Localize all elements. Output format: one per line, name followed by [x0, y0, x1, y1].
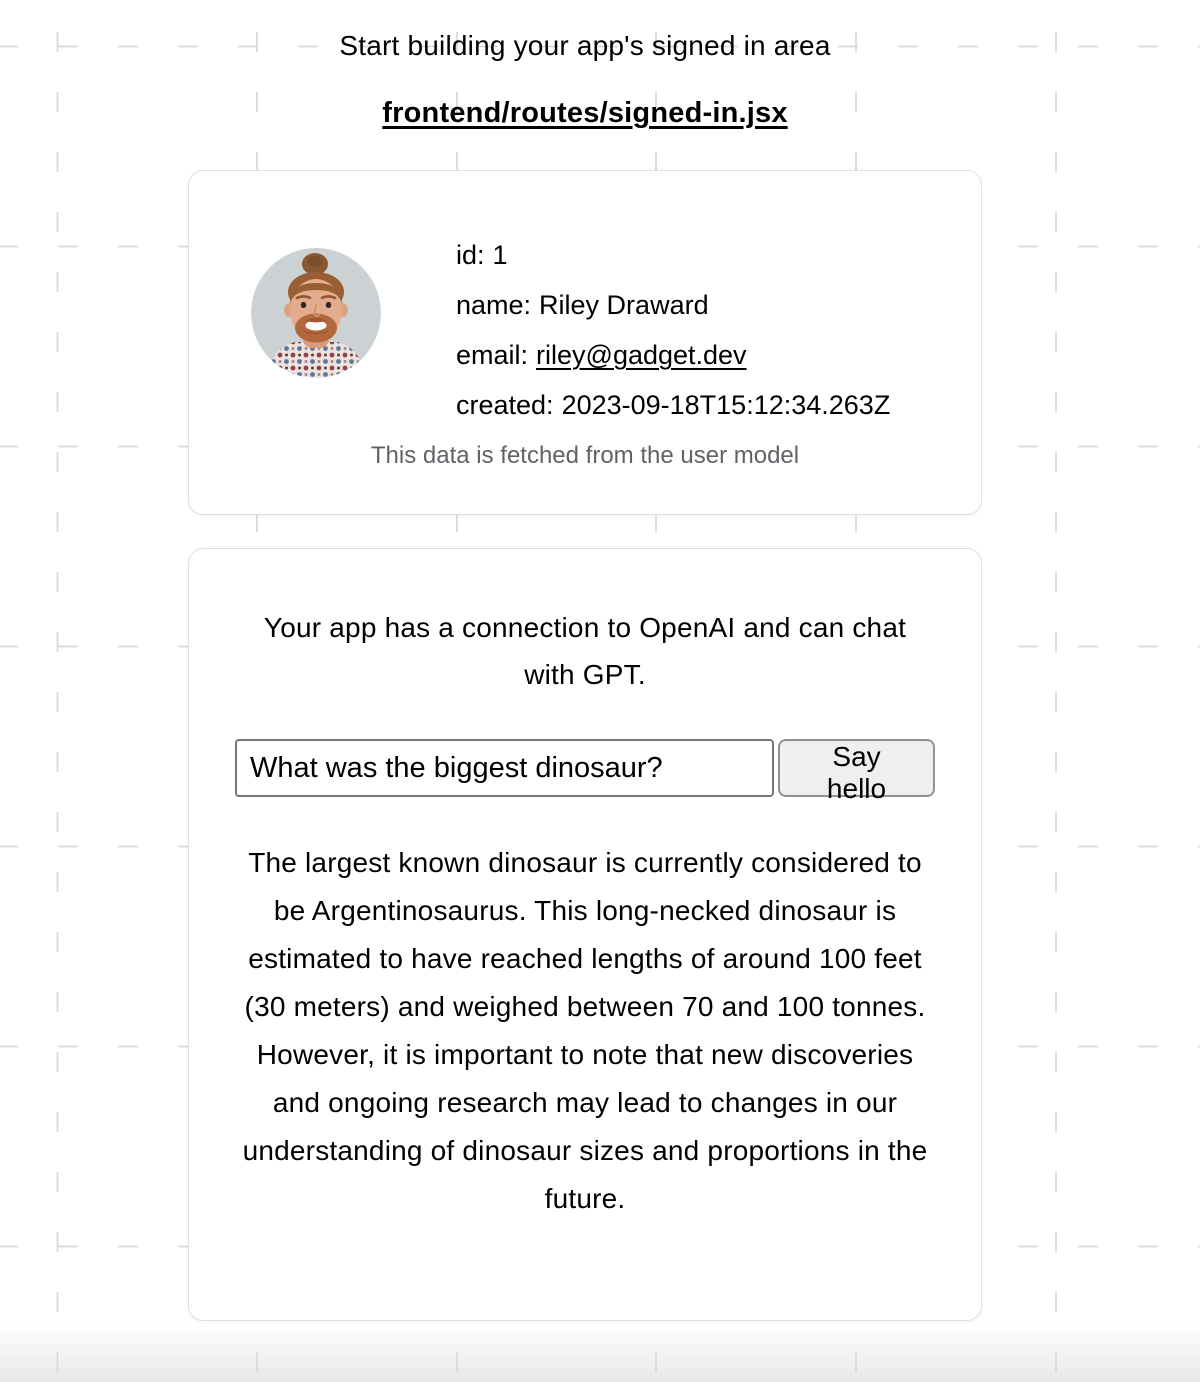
- bottom-gradient: [0, 1324, 1200, 1382]
- user-fields: [456, 230, 890, 430]
- chat-card-heading: Your app has a connection to OpenAI and can chat with GPT.: [263, 612, 907, 690]
- user-email-link[interactable]: riley@gadget.dev: [536, 340, 747, 370]
- main-content: [188, 0, 982, 1321]
- route-link-row: [188, 97, 982, 130]
- user-id-field: [456, 230, 890, 280]
- user-created-label: created:: [456, 390, 554, 420]
- user-avatar: [251, 248, 381, 378]
- user-avatar-image: [251, 248, 381, 378]
- user-email-label: email:: [456, 340, 529, 370]
- user-card: [188, 170, 982, 515]
- user-email-field: [456, 330, 890, 380]
- gpt-response-text: The largest known dinosaur is currently considered to be Argentinosaurus. This long-necked dinosaur is estimated to have reached lengths of around 100 feet (30 meters) and weighed between 70 and 100 tonnes. However, it is important to note that new discoveries and ongoing research may lead to changes in our understanding of dinosaur sizes and proportions in the future.: [242, 847, 928, 1214]
- user-card-caption: This data is fetched from the user model: [370, 442, 800, 469]
- openai-chat-card: [188, 548, 982, 1321]
- user-id-value: 1: [492, 240, 508, 270]
- user-row: [229, 230, 941, 430]
- user-created-field: [456, 380, 890, 430]
- say-hello-button[interactable]: Say hello: [778, 739, 935, 797]
- chat-question-input[interactable]: [235, 739, 774, 797]
- page-title: Start building your app's signed in area: [339, 30, 831, 61]
- user-name-label: name:: [456, 290, 532, 320]
- user-name-value: Riley Draward: [539, 290, 709, 320]
- chat-form: [235, 739, 935, 804]
- signed-in-route-link[interactable]: frontend/routes/signed-in.jsx: [382, 97, 788, 129]
- user-name-field: [456, 280, 890, 330]
- user-created-value: 2023-09-18T15:12:34.263Z: [561, 390, 891, 420]
- user-id-label: id:: [456, 240, 485, 270]
